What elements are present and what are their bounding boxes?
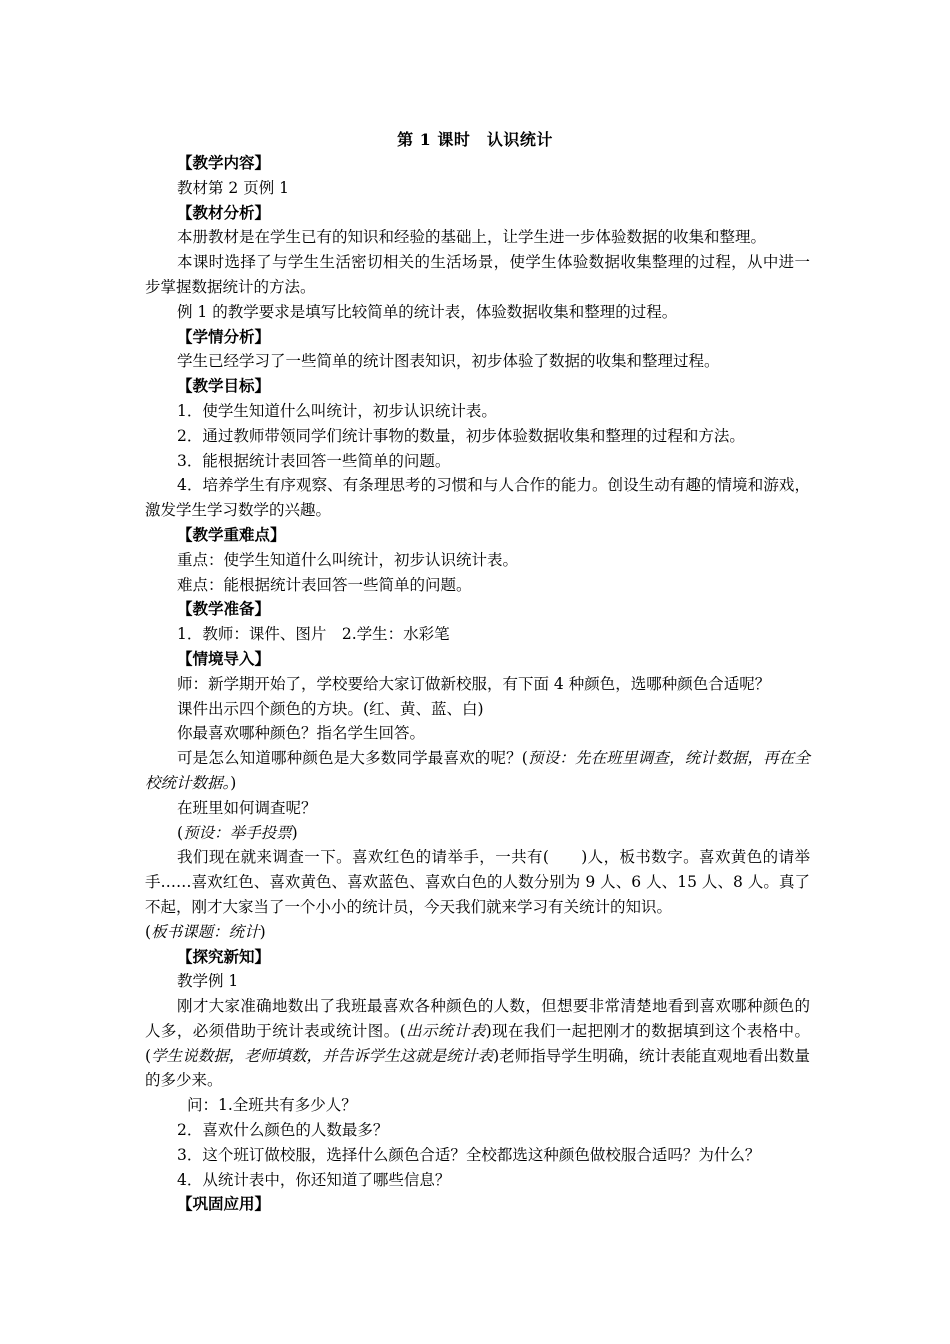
board-note: 板书课题：统计 — [151, 922, 260, 941]
heading-introduction: 【情境导入】 — [177, 648, 271, 668]
paragraph — [145, 920, 810, 945]
question-item: 3．这个班订做校服，选择什么颜色合适？全校都选这种颜色做校服合适吗？为什么？ — [177, 1145, 761, 1164]
goal-item: 4．培养学生有序观察、有条理思考的习惯和与人合作的能力。创设生动有趣的情境和游戏，激发学生学习数学的兴趣。 — [145, 476, 810, 520]
question-item: 问：1.全班共有多少人？ — [187, 1096, 357, 1115]
heading-teaching-content: 【教学内容】 — [177, 153, 271, 172]
document-body — [145, 151, 810, 1217]
heading-teaching-goals: 【教学目标】 — [177, 376, 271, 396]
text-run: ( — [145, 922, 152, 941]
paragraph: 本课时选择了与学生生活密切相关的生活场景，使学生体验数据收集整理的过程，从中进一步掌握数据统计的方法。 — [145, 253, 810, 296]
paragraph: 你最喜欢哪种颜色？指名学生回答。 — [177, 724, 426, 743]
text-run: ) — [230, 773, 237, 792]
question-item: 2．喜欢什么颜色的人数最多？ — [177, 1121, 389, 1140]
difficult-point: 难点：能根据统计表回答一些简单的问题。 — [177, 575, 472, 594]
text-run: 刚才大家准确地数出了我班最喜欢各种颜色的人数，但想要非常清楚地看到喜欢哪种颜色的人多，必须借助于统计表或统计图。( — [145, 997, 810, 1040]
text-run: ) — [259, 922, 266, 941]
paragraph: 师：新学期开始了，学校要给大家订做新校服，有下面 4 种颜色，选哪种颜色合适呢？ — [177, 674, 771, 693]
paragraph: 我们现在就来调查一下。喜欢红色的请举手，一共有( )人，板书数字。喜欢黄色的请举手……喜欢红色、喜欢黄色、喜欢蓝色、喜欢白色的人数分别为 9 人、6 人、15 人、8 人。真了不起，刚才大家当了一个小小的统计员，今天我们就来学习有关统计的知识。 — [145, 848, 810, 916]
preset-note: 预设：先在班里调查，统计数据，再在全校统计数据。 — [145, 749, 810, 792]
paragraph: 课件出示四个颜色的方块。(红、黄、蓝、白) — [177, 699, 484, 718]
text-run: )老师指导学生明确，统计表能直观地看出数量的多少来。 — [145, 1046, 810, 1090]
heading-key-points: 【教学重难点】 — [177, 524, 286, 544]
text-run: ) — [291, 823, 298, 842]
text-run: ( — [177, 823, 184, 842]
goal-item: 2．通过教师带领同学们统计事物的数量，初步体验数据收集和整理的过程和方法。 — [177, 426, 745, 445]
paragraph — [145, 821, 810, 846]
paragraph: 例 1 的教学要求是填写比较简单的统计表，体验数据收集和整理的过程。 — [177, 302, 678, 321]
page-title: 第 1 课时 认识统计 — [397, 130, 553, 149]
goal-item: 3．能根据统计表回答一些简单的问题。 — [177, 451, 451, 470]
key-point: 重点：使学生知道什么叫统计，初步认识统计表。 — [177, 550, 519, 569]
action-note: 学生说数据，老师填数，并告诉学生这就是统计表 — [151, 1046, 494, 1065]
heading-textbook-analysis: 【教材分析】 — [177, 202, 271, 222]
goal-item: 1．使学生知道什么叫统计，初步认识统计表。 — [177, 401, 497, 420]
text-run: 可是怎么知道哪种颜色是大多数同学最喜欢的呢？( — [177, 749, 528, 768]
paragraph: 本册教材是在学生已有的知识和经验的基础上，让学生进一步体验数据的收集和整理。 — [177, 228, 767, 247]
paragraph — [145, 746, 810, 796]
paragraph: 在班里如何调查呢？ — [177, 798, 317, 817]
paragraph: 1．教师：课件、图片 2.学生：水彩笔 — [177, 625, 450, 644]
heading-preparation: 【教学准备】 — [177, 599, 271, 619]
heading-apply: 【巩固应用】 — [177, 1194, 271, 1214]
action-note: 出示统计表 — [405, 1021, 486, 1040]
question-item: 4．从统计表中，你还知道了哪些信息？ — [177, 1170, 451, 1189]
paragraph: 教学例 1 — [177, 972, 239, 991]
preset-note: 预设：举手投票 — [183, 823, 292, 842]
heading-explore: 【探究新知】 — [177, 946, 271, 966]
paragraph: 学生已经学习了一些简单的统计图表知识，初步体验了数据的收集和整理过程。 — [177, 352, 720, 371]
text-run: )现在我们一起把刚才的数据填到这个表格中。( — [145, 1021, 810, 1065]
paragraph — [145, 994, 810, 1093]
heading-student-analysis: 【学情分析】 — [177, 326, 271, 346]
paragraph: 教材第 2 页例 1 — [177, 178, 290, 197]
